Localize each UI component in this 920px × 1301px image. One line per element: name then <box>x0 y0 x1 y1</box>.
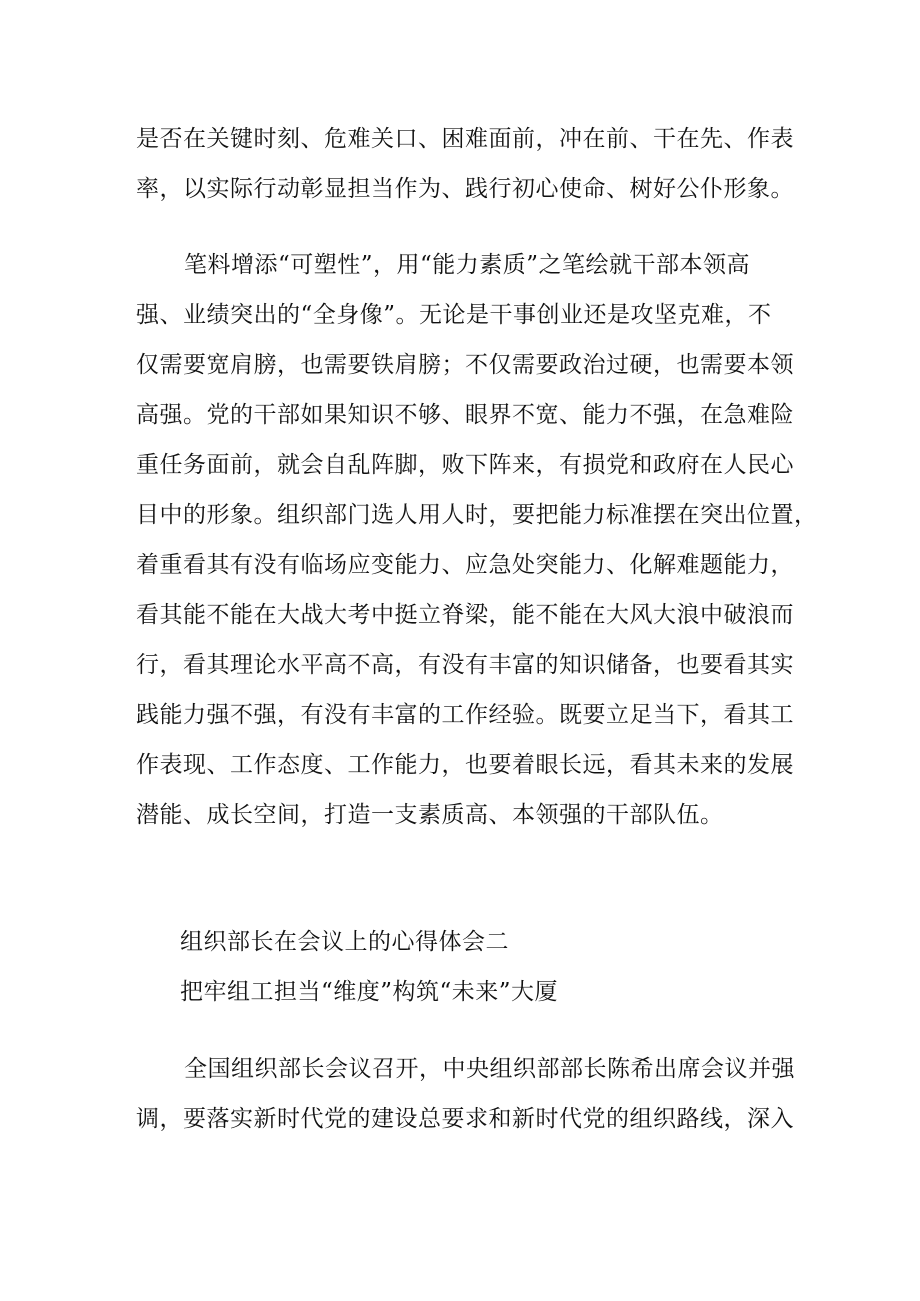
paragraph-first-line: 笔料增添“可塑性”，用“能力素质”之笔绘就干部本领高 <box>184 252 751 278</box>
article-subtitle: 把牢组工担当“维度”构筑“未来”大厦 <box>180 979 559 1005</box>
body-text-line: 行，看其理论水平高不高，有没有丰富的知识储备，也要看其实 <box>136 652 794 678</box>
body-text-line: 目中的形象。组织部门选人用人时，要把能力标准摆在突出位置， <box>136 502 818 528</box>
paragraph-first-line: 全国组织部长会议召开，中央组织部部长陈希出席会议并强 <box>184 1056 795 1082</box>
section-title: 组织部长在会议上的心得体会二 <box>180 929 509 955</box>
body-text-line: 践能力强不强，有没有丰富的工作经验。既要立足当下，看其工 <box>136 702 794 728</box>
body-text-line: 着重看其有没有临场应变能力、应急处突能力、化解难题能力， <box>136 552 794 578</box>
body-text-line: 仅需要宽肩膀，也需要铁肩膀；不仅需要政治过硬，也需要本领 <box>136 352 794 378</box>
body-text-line: 看其能不能在大战大考中挺立脊梁，能不能在大风大浪中破浪而 <box>136 602 794 628</box>
body-text-line: 高强。党的干部如果知识不够、眼界不宽、能力不强，在急难险 <box>136 402 794 428</box>
body-text-line: 潜能、成长空间，打造一支素质高、本领强的干部队伍。 <box>136 802 724 828</box>
body-text-line: 强、业绩突出的“全身像”。无论是干事创业还是攻坚克难，不 <box>136 302 772 328</box>
body-text-line: 调，要落实新时代党的建设总要求和新时代党的组织路线，深入 <box>136 1106 794 1132</box>
body-text-line: 重任务面前，就会自乱阵脚，败下阵来，有损党和政府在人民心 <box>136 452 794 478</box>
body-text-line: 是否在关键时刻、危难关口、困难面前，冲在前、干在先、作表 <box>136 126 794 152</box>
body-text-line: 作表现、工作态度、工作能力，也要着眼长远，看其未来的发展 <box>136 752 794 778</box>
body-text-line: 率，以实际行动彰显担当作为、践行初心使命、树好公仆形象。 <box>136 176 794 202</box>
